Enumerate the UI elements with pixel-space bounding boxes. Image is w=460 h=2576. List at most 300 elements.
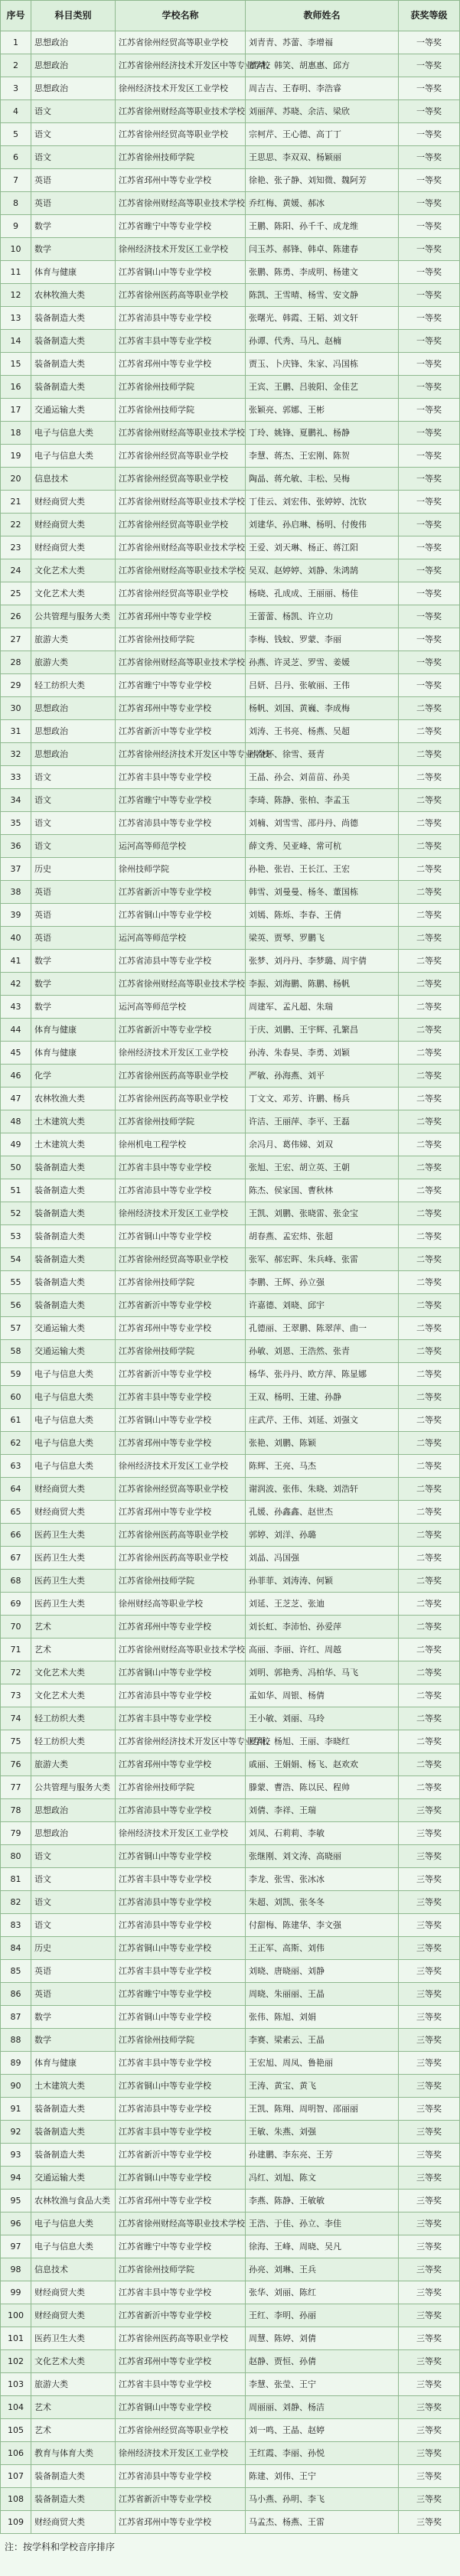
table-row <box>1 605 460 628</box>
cell-school: 江苏省丰县中等专业学校 <box>116 1156 246 1179</box>
cell-school: 江苏省徐州财经高等职业技术学校 <box>116 973 246 996</box>
cell-no: 37 <box>1 858 31 881</box>
cell-no: 90 <box>1 2075 31 2098</box>
cell-teachers: 张伟、陈旭、刘娟 <box>246 2006 399 2029</box>
table-row <box>1 192 460 215</box>
cell-teachers: 张军、郝宏晖、朱兵峰、张雷 <box>246 1248 399 1271</box>
cell-subject: 思想政治 <box>31 743 116 766</box>
cell-award: 二等奖 <box>399 743 460 766</box>
cell-no: 106 <box>1 2442 31 2465</box>
table-row <box>1 559 460 582</box>
cell-no: 10 <box>1 238 31 261</box>
cell-subject: 文化艺术大类 <box>31 559 116 582</box>
cell-subject: 语文 <box>31 100 116 123</box>
cell-school: 江苏省沛县中等专业学校 <box>116 307 246 330</box>
cell-award: 三等奖 <box>399 1891 460 1914</box>
cell-subject: 文化艺术大类 <box>31 582 116 605</box>
cell-subject: 艺术 <box>31 2396 116 2419</box>
cell-subject: 装备制造大类 <box>31 1202 116 1225</box>
cell-teachers: 孙谭、代秀、马凡、赵楠 <box>246 330 399 353</box>
cell-subject: 电子与信息大类 <box>31 422 116 445</box>
table-row <box>1 904 460 927</box>
cell-teachers: 王凯、刘鹏、张晓雷、张金宝 <box>246 1202 399 1225</box>
table-row <box>1 2144 460 2167</box>
header-no: 序号 <box>1 1 31 31</box>
table-row <box>1 973 460 996</box>
cell-award: 二等奖 <box>399 1639 460 1661</box>
cell-no: 82 <box>1 1891 31 1914</box>
table-row <box>1 1776 460 1799</box>
cell-no: 85 <box>1 1960 31 1983</box>
cell-teachers: 李梅、钱蚊、罗蒙、李丽 <box>246 628 399 651</box>
cell-award: 三等奖 <box>399 1822 460 1845</box>
cell-school: 江苏省沛县中等专业学校 <box>116 1684 246 1707</box>
cell-no: 86 <box>1 1983 31 2006</box>
cell-no: 17 <box>1 399 31 422</box>
cell-no: 19 <box>1 445 31 468</box>
cell-award: 一等奖 <box>399 215 460 238</box>
cell-teachers: 张旭、王宏、胡立英、王朝 <box>246 1156 399 1179</box>
cell-award: 二等奖 <box>399 1317 460 1340</box>
cell-no: 64 <box>1 1478 31 1501</box>
table-row <box>1 1616 460 1639</box>
table-row <box>1 1914 460 1937</box>
cell-no: 49 <box>1 1133 31 1156</box>
cell-school: 徐州经济技术开发区工业学校 <box>116 1822 246 1845</box>
cell-subject: 体育与健康 <box>31 261 116 284</box>
cell-teachers: 冯红、刘旭、陈文 <box>246 2167 399 2190</box>
cell-no: 78 <box>1 1799 31 1822</box>
cell-teachers: 庄武芹、王伟、刘延、刘强文 <box>246 1409 399 1432</box>
cell-no: 30 <box>1 697 31 720</box>
cell-teachers: 王小敏、刘丽、马玲 <box>246 1707 399 1730</box>
cell-subject: 装备制造大类 <box>31 2488 116 2511</box>
cell-subject: 语文 <box>31 123 116 146</box>
cell-subject: 语文 <box>31 789 116 812</box>
cell-award: 二等奖 <box>399 1478 460 1501</box>
cell-school: 江苏省丰县中等专业学校 <box>116 2121 246 2144</box>
table-row <box>1 238 460 261</box>
cell-school: 江苏省徐州财经高等职业技术学校 <box>116 100 246 123</box>
cell-subject: 英语 <box>31 927 116 950</box>
cell-award: 一等奖 <box>399 536 460 559</box>
cell-no: 28 <box>1 651 31 674</box>
table-row <box>1 31 460 54</box>
table-row <box>1 2029 460 2052</box>
cell-school: 江苏省邳州中等专业学校 <box>116 169 246 192</box>
cell-school: 徐州经济技术开发区工业学校 <box>116 77 246 100</box>
table-row <box>1 330 460 353</box>
cell-no: 7 <box>1 169 31 192</box>
cell-teachers: 王蕾蕾、杨凯、许立功 <box>246 605 399 628</box>
table-row <box>1 1248 460 1271</box>
cell-teachers: 李振、刘海鹏、陈鹏、杨帆 <box>246 973 399 996</box>
cell-school: 江苏省徐州医药高等职业学校 <box>116 1065 246 1087</box>
cell-teachers: 夏雨、杨旭、王丽、李晓红 <box>246 1730 399 1753</box>
table-row <box>1 2006 460 2029</box>
cell-school: 江苏省新沂中等专业学校 <box>116 881 246 904</box>
table-row <box>1 1386 460 1409</box>
cell-no: 4 <box>1 100 31 123</box>
table-row <box>1 1684 460 1707</box>
cell-subject: 英语 <box>31 192 116 215</box>
table-row <box>1 2465 460 2488</box>
cell-award: 二等奖 <box>399 1409 460 1432</box>
cell-no: 92 <box>1 2121 31 2144</box>
table-row <box>1 2304 460 2327</box>
cell-teachers: 刘晓、唐晓丽、刘静 <box>246 1960 399 1983</box>
cell-no: 52 <box>1 1202 31 1225</box>
table-row <box>1 927 460 950</box>
cell-award: 二等奖 <box>399 1202 460 1225</box>
cell-subject: 文化艺术大类 <box>31 1661 116 1684</box>
cell-no: 5 <box>1 123 31 146</box>
cell-no: 56 <box>1 1294 31 1317</box>
table-row <box>1 536 460 559</box>
table-row <box>1 215 460 238</box>
cell-award: 三等奖 <box>399 2006 460 2029</box>
cell-subject: 数学 <box>31 238 116 261</box>
cell-subject: 交通运输大类 <box>31 399 116 422</box>
cell-no: 40 <box>1 927 31 950</box>
table-row <box>1 2327 460 2350</box>
table-row <box>1 1983 460 2006</box>
table-row <box>1 2052 460 2075</box>
cell-award: 二等奖 <box>399 881 460 904</box>
table-row <box>1 307 460 330</box>
table-row <box>1 996 460 1019</box>
cell-subject: 医药卫生大类 <box>31 1593 116 1616</box>
table-row <box>1 422 460 445</box>
cell-subject: 旅游大类 <box>31 651 116 674</box>
cell-award: 二等奖 <box>399 996 460 1019</box>
cell-subject: 语文 <box>31 812 116 835</box>
cell-school: 江苏省邳州中等专业学校 <box>116 697 246 720</box>
cell-subject: 数学 <box>31 215 116 238</box>
table-row <box>1 100 460 123</box>
table-row <box>1 1707 460 1730</box>
cell-award: 三等奖 <box>399 2442 460 2465</box>
cell-award: 二等奖 <box>399 927 460 950</box>
cell-school: 江苏省新沂中等专业学校 <box>116 2144 246 2167</box>
cell-award: 二等奖 <box>399 973 460 996</box>
cell-no: 83 <box>1 1914 31 1937</box>
cell-award: 三等奖 <box>399 2190 460 2212</box>
cell-no: 27 <box>1 628 31 651</box>
cell-award: 一等奖 <box>399 284 460 307</box>
cell-no: 99 <box>1 2281 31 2304</box>
cell-subject: 财经商贸大类 <box>31 2511 116 2534</box>
cell-school: 江苏省睢宁中等专业学校 <box>116 215 246 238</box>
cell-subject: 数学 <box>31 2029 116 2052</box>
cell-award: 三等奖 <box>399 2373 460 2396</box>
table-row <box>1 2281 460 2304</box>
cell-award: 一等奖 <box>399 100 460 123</box>
cell-school: 江苏省邳州中等专业学校 <box>116 1317 246 1340</box>
cell-no: 3 <box>1 77 31 100</box>
cell-subject: 土木建筑大类 <box>31 1133 116 1156</box>
cell-school: 江苏省新沂中等专业学校 <box>116 1019 246 1042</box>
cell-school: 江苏省邳州中等专业学校 <box>116 2350 246 2373</box>
cell-no: 61 <box>1 1409 31 1432</box>
cell-school: 江苏省铜山中等专业学校 <box>116 261 246 284</box>
cell-school: 江苏省睢宁中等专业学校 <box>116 674 246 697</box>
cell-award: 二等奖 <box>399 1294 460 1317</box>
cell-no: 65 <box>1 1501 31 1524</box>
table-header <box>1 1 460 31</box>
cell-school: 江苏省徐州经贸高等职业学校 <box>116 31 246 54</box>
cell-school: 江苏省徐州医药高等职业学校 <box>116 1524 246 1547</box>
cell-subject: 轻工纺织大类 <box>31 674 116 697</box>
cell-award: 一等奖 <box>399 559 460 582</box>
cell-school: 江苏省邳州中等专业学校 <box>116 1432 246 1455</box>
cell-teachers: 王双、杨明、王建、孙静 <box>246 1386 399 1409</box>
cell-award: 三等奖 <box>399 2121 460 2144</box>
cell-subject: 土木建筑大类 <box>31 2075 116 2098</box>
cell-award: 三等奖 <box>399 2052 460 2075</box>
cell-subject: 农林牧渔大类 <box>31 1087 116 1110</box>
table-row <box>1 2235 460 2258</box>
cell-teachers: 李琦、陈静、张柏、李孟玉 <box>246 789 399 812</box>
cell-school: 江苏省新沂中等专业学校 <box>116 1363 246 1386</box>
cell-teachers: 张继刚、刘文涛、高晓丽 <box>246 1845 399 1868</box>
cell-no: 87 <box>1 2006 31 2029</box>
cell-subject: 交通运输大类 <box>31 2167 116 2190</box>
cell-award: 一等奖 <box>399 445 460 468</box>
cell-no: 100 <box>1 2304 31 2327</box>
cell-teachers: 刘嫣、陈烁、李春、王倩 <box>246 904 399 927</box>
cell-award: 一等奖 <box>399 169 460 192</box>
cell-school: 江苏省徐州财经高等职业技术学校 <box>116 1639 246 1661</box>
cell-school: 江苏省徐州技师学院 <box>116 146 246 169</box>
cell-subject: 信息技术 <box>31 2258 116 2281</box>
cell-no: 45 <box>1 1042 31 1065</box>
cell-award: 一等奖 <box>399 238 460 261</box>
cell-award: 三等奖 <box>399 1845 460 1868</box>
table-row <box>1 261 460 284</box>
cell-school: 江苏省徐州经济技术开发区中等专业学校 <box>116 743 246 766</box>
cell-subject: 艺术 <box>31 2419 116 2442</box>
cell-award: 二等奖 <box>399 1179 460 1202</box>
cell-subject: 财经商贸大类 <box>31 2304 116 2327</box>
table-row <box>1 2442 460 2465</box>
cell-teachers: 孙建鹏、李东亮、王芳 <box>246 2144 399 2167</box>
cell-subject: 财经商贸大类 <box>31 491 116 514</box>
table-row <box>1 2511 460 2534</box>
cell-school: 江苏省铜山中等专业学校 <box>116 2006 246 2029</box>
cell-subject: 艺术 <box>31 1639 116 1661</box>
cell-no: 71 <box>1 1639 31 1661</box>
cell-subject: 语文 <box>31 766 116 789</box>
cell-award: 二等奖 <box>399 1019 460 1042</box>
cell-no: 14 <box>1 330 31 353</box>
cell-school: 江苏省徐州财经高等职业技术学校 <box>116 491 246 514</box>
cell-no: 84 <box>1 1937 31 1960</box>
cell-subject: 电子与信息大类 <box>31 1455 116 1478</box>
cell-award: 三等奖 <box>399 1868 460 1891</box>
table-row <box>1 674 460 697</box>
cell-no: 70 <box>1 1616 31 1639</box>
table-row <box>1 1432 460 1455</box>
cell-subject: 财经商贸大类 <box>31 536 116 559</box>
cell-award: 三等奖 <box>399 1960 460 1983</box>
cell-award: 二等奖 <box>399 1363 460 1386</box>
cell-award: 三等奖 <box>399 2350 460 2373</box>
cell-school: 江苏省新沂中等专业学校 <box>116 2304 246 2327</box>
header-school: 学校名称 <box>116 1 246 31</box>
cell-school: 江苏省睢宁中等专业学校 <box>116 789 246 812</box>
cell-school: 江苏省沛县中等专业学校 <box>116 2098 246 2121</box>
header-subject: 科目类别 <box>31 1 116 31</box>
cell-no: 34 <box>1 789 31 812</box>
cell-award: 二等奖 <box>399 1707 460 1730</box>
cell-award: 二等奖 <box>399 789 460 812</box>
cell-award: 二等奖 <box>399 1524 460 1547</box>
cell-teachers: 朱超、刘凯、张冬冬 <box>246 1891 399 1914</box>
cell-award: 二等奖 <box>399 1386 460 1409</box>
cell-no: 62 <box>1 1432 31 1455</box>
cell-subject: 装备制造大类 <box>31 2098 116 2121</box>
cell-no: 15 <box>1 353 31 376</box>
cell-no: 96 <box>1 2212 31 2235</box>
cell-teachers: 周建军、孟凡超、朱瑞 <box>246 996 399 1019</box>
cell-award: 三等奖 <box>399 2327 460 2350</box>
cell-award: 二等奖 <box>399 1133 460 1156</box>
cell-teachers: 王爱、刘天琳、杨正、蒋江阳 <box>246 536 399 559</box>
header-teachers: 教师姓名 <box>246 1 399 31</box>
cell-school: 江苏省邳州中等专业学校 <box>116 2511 246 2534</box>
cell-no: 72 <box>1 1661 31 1684</box>
cell-school: 江苏省铜山中等专业学校 <box>116 1661 246 1684</box>
table-row <box>1 1753 460 1776</box>
cell-school: 江苏省沛县中等专业学校 <box>116 1914 246 1937</box>
table-row <box>1 468 460 491</box>
cell-no: 95 <box>1 2190 31 2212</box>
cell-no: 46 <box>1 1065 31 1087</box>
cell-teachers: 刘延、王芝芝、张迪 <box>246 1593 399 1616</box>
table-row <box>1 77 460 100</box>
cell-teachers: 周晓、朱丽丽、王晶 <box>246 1983 399 2006</box>
table-row <box>1 766 460 789</box>
cell-no: 94 <box>1 2167 31 2190</box>
cell-no: 50 <box>1 1156 31 1179</box>
cell-no: 89 <box>1 2052 31 2075</box>
cell-teachers: 刘一鸣、王晶、赵婷 <box>246 2419 399 2442</box>
table-row <box>1 1202 460 1225</box>
cell-school: 江苏省邳州中等专业学校 <box>116 353 246 376</box>
cell-no: 109 <box>1 2511 31 2534</box>
cell-award: 一等奖 <box>399 192 460 215</box>
cell-award: 二等奖 <box>399 1547 460 1570</box>
table-body <box>1 31 460 2534</box>
cell-teachers: 孙涛、朱春昊、李勇、刘颖 <box>246 1042 399 1065</box>
table-row <box>1 1019 460 1042</box>
cell-no: 54 <box>1 1248 31 1271</box>
cell-teachers: 丁文文、邓芳、许鹏、杨兵 <box>246 1087 399 1110</box>
cell-teachers: 王鹏、陈阳、孙千千、成龙维 <box>246 215 399 238</box>
cell-award: 三等奖 <box>399 2144 460 2167</box>
cell-school: 徐州经济技术开发区工业学校 <box>116 238 246 261</box>
cell-school: 江苏省铜山中等专业学校 <box>116 2396 246 2419</box>
cell-school: 运河高等师范学校 <box>116 927 246 950</box>
cell-teachers: 戚丽、王娟娟、杨飞、赵欢欢 <box>246 1753 399 1776</box>
cell-subject: 教育与体育大类 <box>31 2442 116 2465</box>
cell-school: 江苏省徐州经济技术开发区中等专业学校 <box>116 54 246 77</box>
cell-award: 三等奖 <box>399 2488 460 2511</box>
cell-teachers: 杨晓、孔成成、王丽丽、杨佳 <box>246 582 399 605</box>
cell-no: 12 <box>1 284 31 307</box>
cell-school: 江苏省睢宁中等专业学校 <box>116 2235 246 2258</box>
cell-no: 32 <box>1 743 31 766</box>
table-row <box>1 2488 460 2511</box>
cell-teachers: 刘长虹、李沛怡、孙爱萍 <box>246 1616 399 1639</box>
cell-school: 江苏省徐州财经高等职业技术学校 <box>116 192 246 215</box>
cell-subject: 电子与信息大类 <box>31 1363 116 1386</box>
table-row <box>1 950 460 973</box>
cell-subject: 财经商贸大类 <box>31 1478 116 1501</box>
cell-no: 11 <box>1 261 31 284</box>
table-row <box>1 1455 460 1478</box>
cell-award: 二等奖 <box>399 720 460 743</box>
table-row <box>1 1501 460 1524</box>
cell-school: 江苏省丰县中等专业学校 <box>116 2052 246 2075</box>
cell-teachers: 王红霞、李丽、孙悦 <box>246 2442 399 2465</box>
table-row <box>1 1087 460 1110</box>
cell-subject: 电子与信息大类 <box>31 445 116 468</box>
cell-no: 69 <box>1 1593 31 1616</box>
cell-no: 39 <box>1 904 31 927</box>
cell-teachers: 孙菲菲、刘涛涛、何颖 <box>246 1570 399 1593</box>
cell-award: 二等奖 <box>399 1340 460 1363</box>
cell-school: 江苏省沛县中等专业学校 <box>116 1799 246 1822</box>
cell-no: 93 <box>1 2144 31 2167</box>
cell-school: 江苏省徐州技师学院 <box>116 376 246 399</box>
cell-school: 江苏省徐州财经高等职业技术学校 <box>116 2212 246 2235</box>
cell-award: 二等奖 <box>399 858 460 881</box>
cell-award: 二等奖 <box>399 904 460 927</box>
cell-subject: 思想政治 <box>31 54 116 77</box>
cell-teachers: 王宾、王鹏、吕骏阳、金佳艺 <box>246 376 399 399</box>
cell-school: 江苏省徐州经贸高等职业学校 <box>116 2419 246 2442</box>
cell-teachers: 李赛、梁素云、王晶 <box>246 2029 399 2052</box>
cell-no: 76 <box>1 1753 31 1776</box>
cell-subject: 农林牧渔大类 <box>31 284 116 307</box>
cell-award: 一等奖 <box>399 77 460 100</box>
table-row <box>1 628 460 651</box>
cell-teachers: 孙敏、刘恩、王浩然、张青 <box>246 1340 399 1363</box>
cell-subject: 装备制造大类 <box>31 1179 116 1202</box>
cell-teachers: 赵静、贾恒、孙倩 <box>246 2350 399 2373</box>
table-row <box>1 1799 460 1822</box>
cell-teachers: 孙亮、刘琳、王兵 <box>246 2258 399 2281</box>
cell-school: 江苏省徐州技师学院 <box>116 1271 246 1294</box>
cell-award: 三等奖 <box>399 2511 460 2534</box>
cell-no: 29 <box>1 674 31 697</box>
cell-no: 58 <box>1 1340 31 1363</box>
cell-school: 江苏省邳州中等专业学校 <box>116 1753 246 1776</box>
cell-no: 2 <box>1 54 31 77</box>
cell-no: 16 <box>1 376 31 399</box>
cell-award: 三等奖 <box>399 1983 460 2006</box>
cell-no: 8 <box>1 192 31 215</box>
cell-award: 一等奖 <box>399 54 460 77</box>
cell-no: 63 <box>1 1455 31 1478</box>
cell-award: 一等奖 <box>399 261 460 284</box>
cell-teachers: 许嘉德、刘晓、邱宇 <box>246 1294 399 1317</box>
cell-no: 43 <box>1 996 31 1019</box>
cell-no: 35 <box>1 812 31 835</box>
cell-teachers: 丁佳云、刘宏伟、张婷婷、沈钦 <box>246 491 399 514</box>
